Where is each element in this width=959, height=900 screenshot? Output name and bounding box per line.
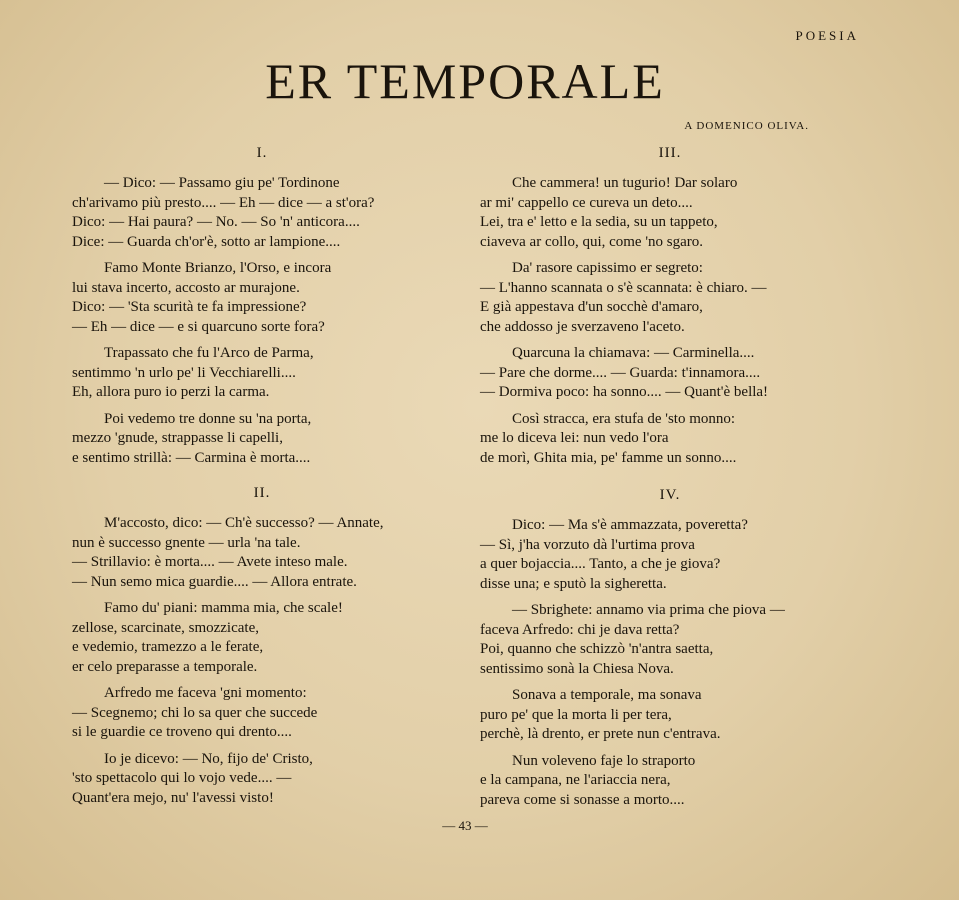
- stanza: [480, 410, 860, 469]
- section-numeral: I.: [256, 145, 268, 161]
- section-numeral: IV.: [659, 487, 681, 503]
- verse-line: Io je dicevo: — No, fijo de' Cristo,: [104, 750, 313, 767]
- verse-line: pareva come si sonasse a morto....: [480, 791, 685, 808]
- verse-line: Famo du' piani: mamma mia, che scale!: [104, 600, 343, 616]
- verse-line: Dico: — Ma s'è ammazzata, poveretta?: [512, 517, 748, 533]
- verse-line: 'sto spettacolo qui lo vojo vede.... —: [72, 770, 292, 786]
- verse-line: Da' rasore capissimo er segreto:: [512, 260, 703, 276]
- verse-line: de morì, Ghita mia, pe' famme un sonno....: [480, 449, 737, 466]
- stanza: [480, 344, 860, 403]
- verse-line: er celo preparasse a temporale.: [72, 658, 258, 675]
- verse-line: — Sbrighete: annamo via prima che piova —: [512, 602, 785, 618]
- verse-line: Così stracca, era stufa de 'sto monno:: [512, 410, 736, 427]
- verse-line: — Strillavio: è morta.... — Avete inteso male.: [72, 554, 348, 570]
- stanza: [480, 174, 860, 252]
- verse-line: che addosso je sverzaveno l'aceto.: [480, 318, 685, 335]
- verse-line: Sonava a temporale, ma sonava: [512, 687, 702, 703]
- verse-line: Dico: — 'Sta scurità te fa impressione?: [72, 299, 307, 315]
- verse-line: Che cammera! un tugurio! Dar solaro: [512, 175, 738, 191]
- verse-line: faceva Arfredo: chi je dava retta?: [480, 621, 680, 638]
- verse-line: si le guardie ce troveno qui drento....: [72, 724, 292, 740]
- section-4: [480, 487, 860, 817]
- verse-line: mezzo 'gnude, strappasse li capelli,: [72, 430, 283, 446]
- stanza: [72, 174, 452, 252]
- stanza: [72, 259, 452, 337]
- verse-line: nun è successo gnente — urla 'na tale.: [72, 534, 301, 551]
- verse-line: e vedemio, tramezzo a le ferate,: [72, 639, 264, 655]
- dedication: A DOMENICO OLIVA.: [684, 120, 809, 132]
- verse-line: Dice: — Guarda ch'or'è, sotto ar lampione....: [72, 233, 341, 250]
- verse-line: Lei, tra e' letto e la sedia, su un tappeto,: [480, 214, 718, 230]
- verse-line: me lo diceva lei: nun vedo l'ora: [480, 430, 669, 446]
- verse-line: zellose, scarcinate, smozzicate,: [72, 619, 259, 636]
- verse-line: Trapassato che fu l'Arco de Parma,: [104, 345, 314, 361]
- verse-line: — Dormiva poco: ha sonno.... — Quant'è bella!: [480, 384, 769, 400]
- verse-line: — Eh — dice — e si quarcuno sorte fora?: [72, 318, 325, 335]
- section-header-label: POESIA: [795, 28, 859, 43]
- verse-line: disse una; e sputò la sigheretta.: [480, 575, 667, 592]
- stanza: [72, 599, 452, 677]
- verse-line: ciaveva ar collo, qui, come 'no sgaro.: [480, 233, 704, 250]
- stanza: [480, 601, 860, 679]
- verse-line: Quarcuna la chiamava: — Carminella....: [512, 345, 755, 361]
- stanza: [72, 750, 452, 809]
- verse-line: — Dico: — Passamo giu pe' Tordinone: [104, 175, 340, 191]
- verse-line: sentimmo 'n urlo pe' li Vecchiarelli....: [72, 364, 296, 381]
- verse-line: — Sì, j'ha vorzuto dà l'urtima prova: [480, 536, 695, 553]
- section-1: [72, 145, 452, 475]
- verse-line: puro pe' que la morta li per tera,: [480, 706, 672, 723]
- poem-title: ER TEMPORALE: [265, 53, 665, 109]
- verse-line: ch'arivamo più presto.... — Eh — dice — a st'ora?: [72, 194, 375, 211]
- section-2: [72, 485, 452, 815]
- section-numeral: III.: [658, 145, 682, 161]
- verse-line: e la campana, ne l'ariaccia nera,: [480, 772, 671, 788]
- verse-line: Poi vedemo tre donne su 'na porta,: [104, 410, 312, 427]
- verse-line: sentissimo sonà la Chiesa Nova.: [480, 660, 674, 677]
- verse-line: — Nun semo mica guardie.... — Allora entrate.: [72, 573, 357, 590]
- verse-line: a quer bojaccia.... Tanto, a che je giova?: [480, 556, 721, 572]
- stanza: [480, 686, 860, 745]
- stanza: [72, 344, 452, 403]
- verse-line: perchè, là drento, er prete nun c'entrava.: [480, 726, 721, 742]
- verse-line: Poi, quanno che schizzò 'n'antra saetta,: [480, 641, 714, 657]
- stanza: [72, 514, 452, 592]
- verse-line: ar mi' cappello ce cureva un deto....: [480, 194, 693, 211]
- stanza: [480, 259, 860, 337]
- verse-line: Nun voleveno faje lo straporto: [512, 752, 696, 769]
- verse-line: Famo Monte Brianzo, l'Orso, e incora: [104, 260, 332, 276]
- verse-line: E già appestava d'un socchè d'amaro,: [480, 299, 703, 315]
- stanza: [480, 752, 860, 811]
- stanza: [480, 516, 860, 594]
- section-numeral: II.: [253, 485, 271, 501]
- page-number: — 43 —: [442, 818, 488, 833]
- stanza: [72, 410, 452, 469]
- stanza: [72, 684, 452, 743]
- verse-line: Quant'era mejo, nu' l'avessi visto!: [72, 789, 274, 806]
- verse-line: — L'hanno scannata o s'è scannata: è chiaro. —: [480, 279, 767, 296]
- verse-line: M'accosto, dico: — Ch'è successo? — Annate,: [104, 515, 384, 531]
- verse-line: Arfredo me faceva 'gni momento:: [104, 685, 307, 701]
- verse-line: Dico: — Hai paura? — No. — So 'n' anticora....: [72, 214, 360, 230]
- verse-line: Eh, allora puro io perzi la carma.: [72, 384, 270, 400]
- verse-line: e sentimo strillà: — Carmina è morta....: [72, 449, 311, 466]
- verse-line: lui stava incerto, accosto ar murajone.: [72, 279, 300, 296]
- section-3: [480, 145, 860, 475]
- verse-line: — Pare che dorme.... — Guarda: t'innamora....: [480, 364, 761, 381]
- verse-line: — Scegnemo; chi lo sa quer che succede: [72, 704, 318, 721]
